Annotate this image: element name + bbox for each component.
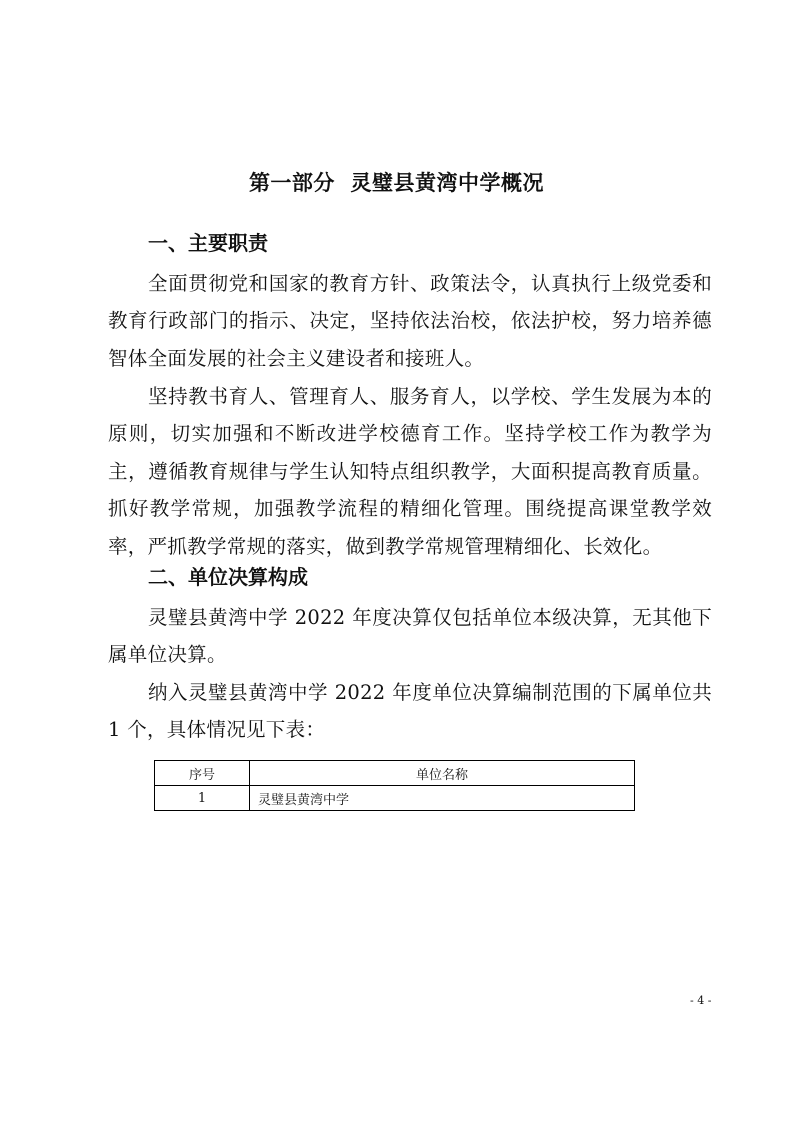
header-serial-number: 序号 — [155, 761, 250, 786]
page-number: - 4 - — [690, 994, 712, 1007]
section2-paragraph-2: 纳入灵璧县黄湾中学 2022 年度单位决算编制范围的下属单位共 1 个，具体情况见下表： — [108, 680, 712, 741]
section1-paragraph-1: 全面贯彻党和国家的教育方针、政策法令，认真执行上级党委和教育行政部门的指示、决定，坚持依法治校，依法护校，努力培养德智体全面发展的社会主义建设者和接班人。 — [108, 271, 712, 370]
cell-serial-number: 1 — [155, 786, 250, 811]
table-row — [155, 786, 635, 811]
unit-table — [154, 760, 635, 811]
section2-heading: 二、单位决算构成 — [148, 565, 308, 589]
page-title: 第一部分 灵璧县黄湾中学概况 — [248, 171, 545, 195]
section1-paragraph-2: 坚持教书育人、管理育人、服务育人，以学校、学生发展为本的原则，切实加强和不断改进学校德育工作。坚持学校工作为教学为主，遵循教育规律与学生认知特点组织教学，大面积提高教育质量。抓好教学常规，加强教学流程的精细化管理。围绕提高课堂教学效率，严抓教学常规的落实，做到教学常规管理精细化、长效化。 — [108, 384, 712, 558]
section1-heading: 一、主要职责 — [148, 231, 268, 255]
header-unit-name: 单位名称 — [250, 761, 635, 786]
section2-paragraph-1: 灵璧县黄湾中学 2022 年度决算仅包括单位本级决算，无其他下属单位决算。 — [108, 605, 712, 666]
table-header-row — [155, 761, 635, 786]
cell-unit-name: 灵璧县黄湾中学 — [250, 786, 635, 811]
